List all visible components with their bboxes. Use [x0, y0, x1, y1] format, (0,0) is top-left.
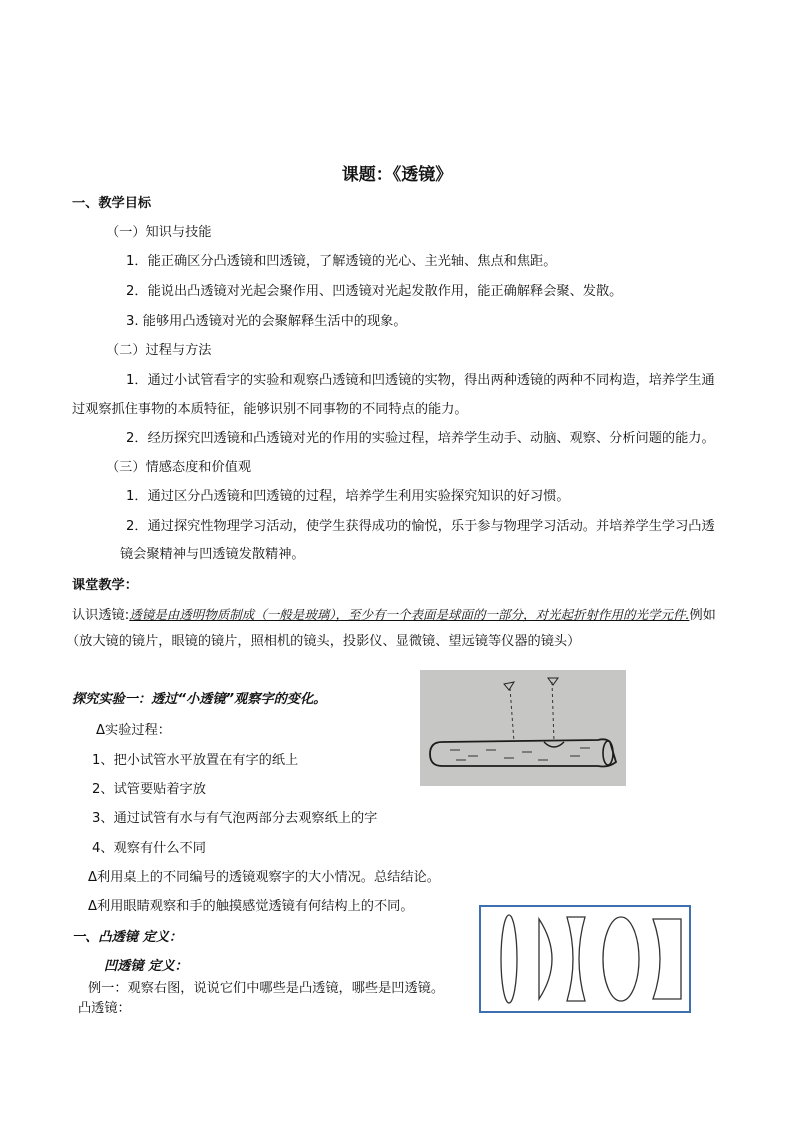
experiment-note-2: Δ利用眼睛观察和手的触摸感觉透镜有何结构上的不同。 — [88, 899, 414, 914]
experiment-step-1: 1、把小试管水平放置在有字的纸上 — [92, 753, 299, 768]
subsection-title-knowledge: （一）知识与技能 — [106, 225, 212, 240]
example-prefix: 例如 — [689, 608, 716, 623]
knowledge-item-3: 3. 能够用凸透镜对光的会聚解释生活中的现象。 — [126, 314, 407, 329]
process-item-2: 2．经历探究凹透镜和凸透镜对光的作用的实验过程，培养学生动手、动脑、观察、分析问题的能力。 — [126, 431, 715, 446]
subsection-title-attitude: （三）情感态度和价值观 — [106, 460, 252, 475]
classroom-heading: 课堂教学： — [72, 578, 138, 593]
knowledge-item-1: 1．能正确区分凸透镜和凹透镜，了解透镜的光心、主光轴、焦点和焦距。 — [126, 254, 557, 269]
lens-examples: （放大镜的镜片，眼镜的镜片，照相机的镜头，投影仪、显微镜、望远镜等仪器的镜头） — [66, 634, 581, 649]
experiment-process-label: Δ实验过程： — [96, 723, 171, 738]
convex-answer-label: 凸透镜： — [78, 1001, 131, 1016]
experiment-step-2: 2、试管要贴着字放 — [92, 782, 206, 797]
subsection-title-process: （二）过程与方法 — [106, 343, 212, 358]
lens-definition-line — [72, 606, 716, 625]
biconcave-lens-shape — [567, 917, 585, 1001]
page-title: 课题：《透镜》 — [341, 165, 453, 185]
attitude-item-2-line-2: 镜会聚精神与凹透镜发散精神。 — [120, 547, 305, 562]
know-lens-label: 认识透镜: — [72, 608, 130, 623]
experiment-title: 探究实验一：透过“小透镜”观察字的变化。 — [72, 692, 327, 707]
plano-concave-lens-shape — [653, 919, 681, 999]
convex-lens-definition: 一、凸透镜 定义： — [72, 930, 183, 945]
experiment-step-4: 4、观察有什么不同 — [92, 841, 206, 856]
lens-shapes-drawing — [481, 907, 689, 1011]
experiment-step-3: 3、通过试管有水与有气泡两部分去观察纸上的字 — [92, 811, 378, 826]
lens-definition: 透镜是由透明物质制成（一般是玻璃），至少有一个表面是球面的一部分，对光起折射作用的光学元件. — [129, 607, 690, 622]
example-one: 例一：观察右图，说说它们中哪些是凸透镜，哪些是凹透镜。 — [88, 981, 445, 996]
test-tube-figure — [420, 670, 626, 786]
attitude-item-1: 1．通过区分凸透镜和凹透镜的过程，培养学生利用实验探究知识的好习惯。 — [126, 489, 570, 504]
lens-shapes-figure — [479, 905, 691, 1013]
process-item-1-line-2: 过观察抓住事物的本质特征，能够识别不同事物的不同特点的能力。 — [72, 402, 468, 417]
experiment-note-1: Δ利用桌上的不同编号的透镜观察字的大小情况。总结结论。 — [88, 870, 440, 885]
attitude-item-2-line-1: 2．通过探究性物理学习活动，使学生获得成功的愉悦，乐于参与物理学习活动。并培养学生学习凸透 — [126, 519, 715, 534]
process-item-1-line-1: 1．通过小试管看字的实验和观察凸透镜和凹透镜的实物，得出两种透镜的两种不同构造，培养学生通 — [126, 373, 715, 388]
concave-lens-definition: 凹透镜 定义： — [104, 959, 188, 974]
plano-convex-lens-shape — [539, 919, 552, 999]
test-tube-sketch — [420, 670, 626, 786]
biconvex-wide-lens-shape — [603, 917, 639, 1001]
knowledge-item-2: 2．能说出凸透镜对光起会聚作用、凹透镜对光起发散作用，能正确解释会聚、发散。 — [126, 284, 623, 299]
section-heading-goals: 一、教学目标 — [72, 196, 152, 211]
biconvex-lens-shape — [501, 915, 517, 1003]
